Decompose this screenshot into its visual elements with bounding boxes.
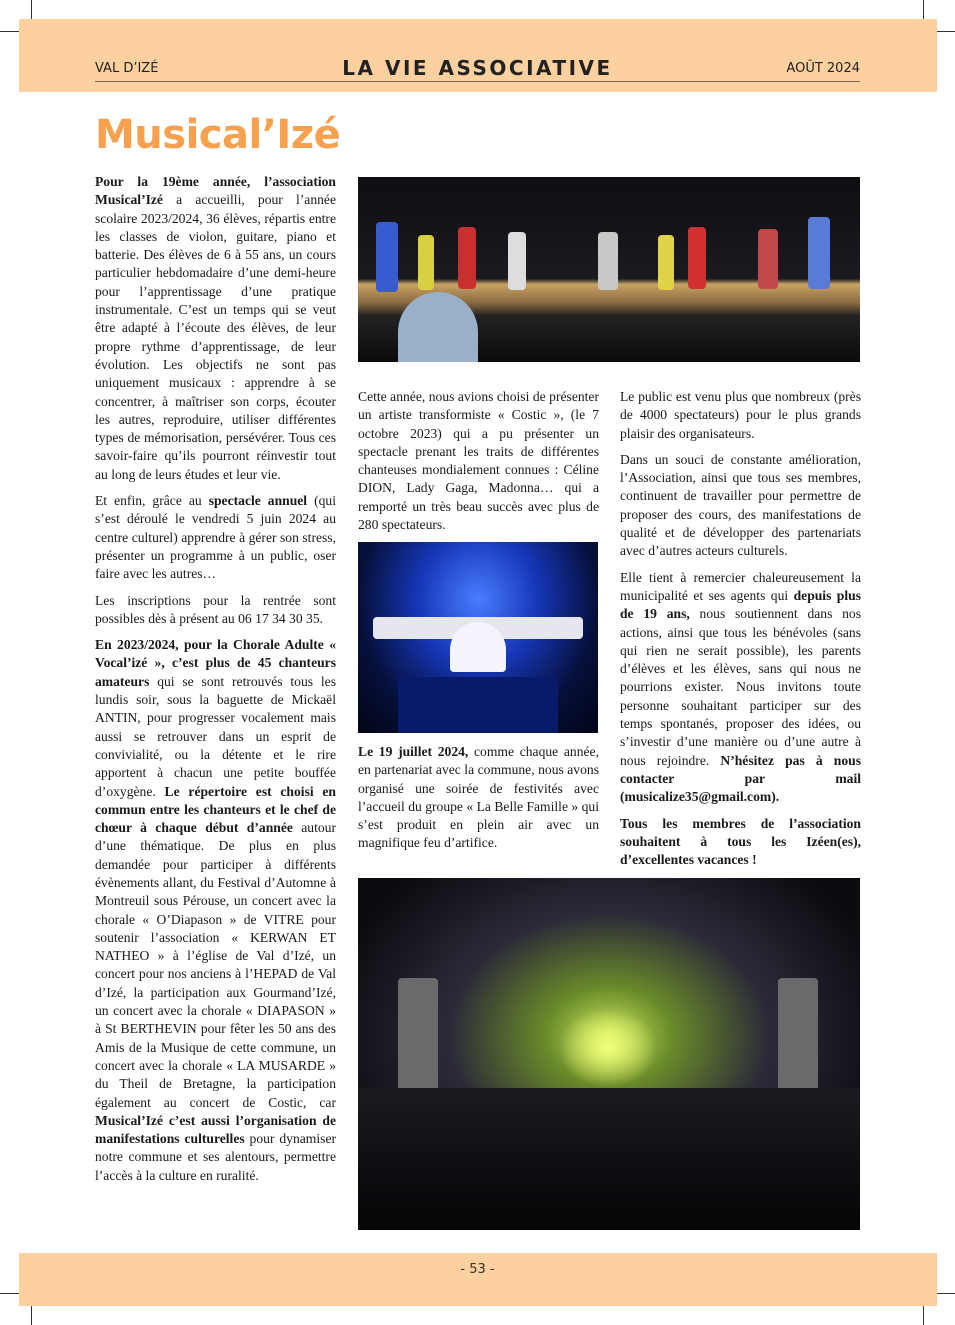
photo-belle-famille-concert [358, 878, 860, 1230]
header-rule [95, 81, 860, 82]
paragraph [620, 388, 861, 443]
text: Dans un souci de constante amélioration, l’Association, ainsi que tous ses membres, continuent de travailler pour permettre de proposer des cours, des manifestations de qualité et de développer des partenariats avec d’autres acteurs culturels. [620, 451, 861, 559]
text: Et enfin, grâce au [95, 493, 209, 509]
paragraph [358, 743, 599, 853]
text: autour d’une thématique. De plus en plus demandée pour participer à différents évènements allant, du Festival d’Automne à Montreuil sous Pérouse, un concert avec la chorale « O’Diapason » de VITRE pour soutenir l’association « KERWAN ET NATHEO » à l’église de Val d’Izé, un concert pour nos anciens à l’HEPAD de Val d’Izé, la participation aux Gourmand’Izé, un concert avec la chorale « DIAPASON » à St BERTHEVIN pour fêter les 50 ans des Amis de la Musique de cette commune, un concert avec la chorale « LA MUSARDE » du Theil de Bretagne, la participation également au concert de Costic, car [95, 820, 336, 1110]
text: qui se sont retrouvés tous les lundis soir, sous la baguette de Mickaël ANTIN, pour progresser vocalement mais aussi se retrouver dans un esprit de convivialité, ou la détente et le rire apportent à chacun une petite bouffée d’oxygène. [95, 673, 336, 799]
text: pour dynamiser notre commune et ses alentours, permettre l’accès à la culture en ruralité. [95, 1131, 337, 1183]
crop-mark [31, 0, 32, 20]
text: (qui s’est déroulé le vendredi 5 juin 2024 au centre culturel) apprendre à gérer son stress, présenter un programme à un public, oser faire avec les autres… [95, 493, 336, 582]
header-section: LA VIE ASSOCIATIVE [342, 56, 613, 80]
column-3 [620, 388, 861, 877]
text: Les inscriptions pour la rentrée sont possibles dès à présent au 06 17 34 30 35. [95, 592, 336, 626]
paragraph [95, 492, 336, 583]
text: nous soutiennent dans nos actions, ainsi que tous les bénévoles (sans qui rien ne serait possible), les parents d’élèves et les élèves, sans qui nous ne pourrions exister. Nous invitons toute personne souhaitant participer sur des temps spontanés, proposer des idées, ou s’investir d’une manière ou d’une autre à nous rejoindre. [620, 606, 862, 768]
paragraph [95, 636, 336, 1185]
bold-text: En 2023/2024, pour la Chorale Adulte « Vocal’izé », c’est plus de 45 chanteurs amateurs [95, 637, 336, 689]
crop-mark [923, 0, 924, 20]
crop-mark [934, 1293, 955, 1294]
column-2-top [358, 388, 599, 542]
column-1 [95, 173, 336, 1193]
photo-student-concert [358, 177, 860, 362]
photo-costic-show [358, 542, 598, 733]
header-date: AOÛT 2024 [786, 61, 860, 76]
paragraph [358, 388, 599, 534]
bold-text: N’hésitez pas à nous contacter par mail (musicalize35@gmail.com). [620, 752, 861, 805]
bold-text: Le répertoire est choisi en commun entre les chanteurs et le chef de chœur à chaque début d’année [95, 783, 336, 836]
bold-text: Pour la 19ème année, l’association Musical’Izé [95, 174, 336, 208]
bold-text: Le 19 juillet 2024, [358, 744, 469, 759]
crop-mark [923, 1306, 924, 1325]
text: Le public est venu plus que nombreux (près de 4000 spectateurs) pour le plus grands plaisir des organisateurs. [620, 389, 861, 441]
bold-text: Tous les membres de l’association souhaitent à tous les Izéen(es), d’excellentes vacances ! [620, 815, 861, 868]
paragraph [620, 569, 861, 807]
text: Elle tient à remercier chaleureusement la municipalité et ses agents qui [620, 569, 861, 603]
header-town: VAL D’IZÉ [95, 61, 159, 76]
paragraph [95, 592, 336, 629]
column-2-bottom [358, 743, 599, 861]
paragraph [620, 451, 861, 561]
crop-mark [934, 31, 955, 32]
paragraph [95, 173, 336, 484]
footer-band [19, 1253, 937, 1306]
article-title: Musical’Izé [95, 112, 341, 158]
page-number: - 53 - [460, 1262, 495, 1277]
text: a accueilli, pour l’année scolaire 2023/2024, 36 élèves, répartis entre les classes de violon, guitare, piano et batterie. Des élèves de 6 à 55 ans, un cours particulier hebdomadaire d’une demi-heure pour l’apprentissage d’une pratique instrumentale. C’est un temps qui se veut être adapté à l’écoute des élèves, de leur propre rythme d’apprentissage, de leur évolution. Les objectifs ne sont pas uniquement musicaux : apprendre à se concentrer, à maîtriser son corps, écouter les autres, reproduire, utiliser différentes types de mémorisation, persévérer. Tous ces savoir-faire qu’ils pourront réinvestir tout au long de leurs études et leur vie. [95, 192, 336, 482]
bold-text: spectacle annuel [208, 493, 308, 509]
bold-text: Musical’Izé c’est aussi l’organisation de manifestations culturelles [95, 1112, 336, 1147]
paragraph [620, 815, 861, 870]
text: comme chaque année, en partenariat avec la commune, nous avons organisé une soirée de festivités avec l’accueil du groupe « La Belle Famille » qui s’est produit en plein air avec un magnifique feu d’artifice. [358, 744, 599, 851]
bold-text: depuis plus de 19 ans, [620, 587, 861, 622]
crop-mark [31, 1306, 32, 1325]
text: Cette année, nous avions choisi de présenter un artiste transformiste « Costic », (le 7 octobre 2023) qui a pu présenter un spectacle prenant les traits de différentes chanteuses mondialement connues : Céline DION, Lady Gaga, Madonna… qui a remporté un très beau succès avec plus de 280 spectateurs. [358, 389, 599, 533]
